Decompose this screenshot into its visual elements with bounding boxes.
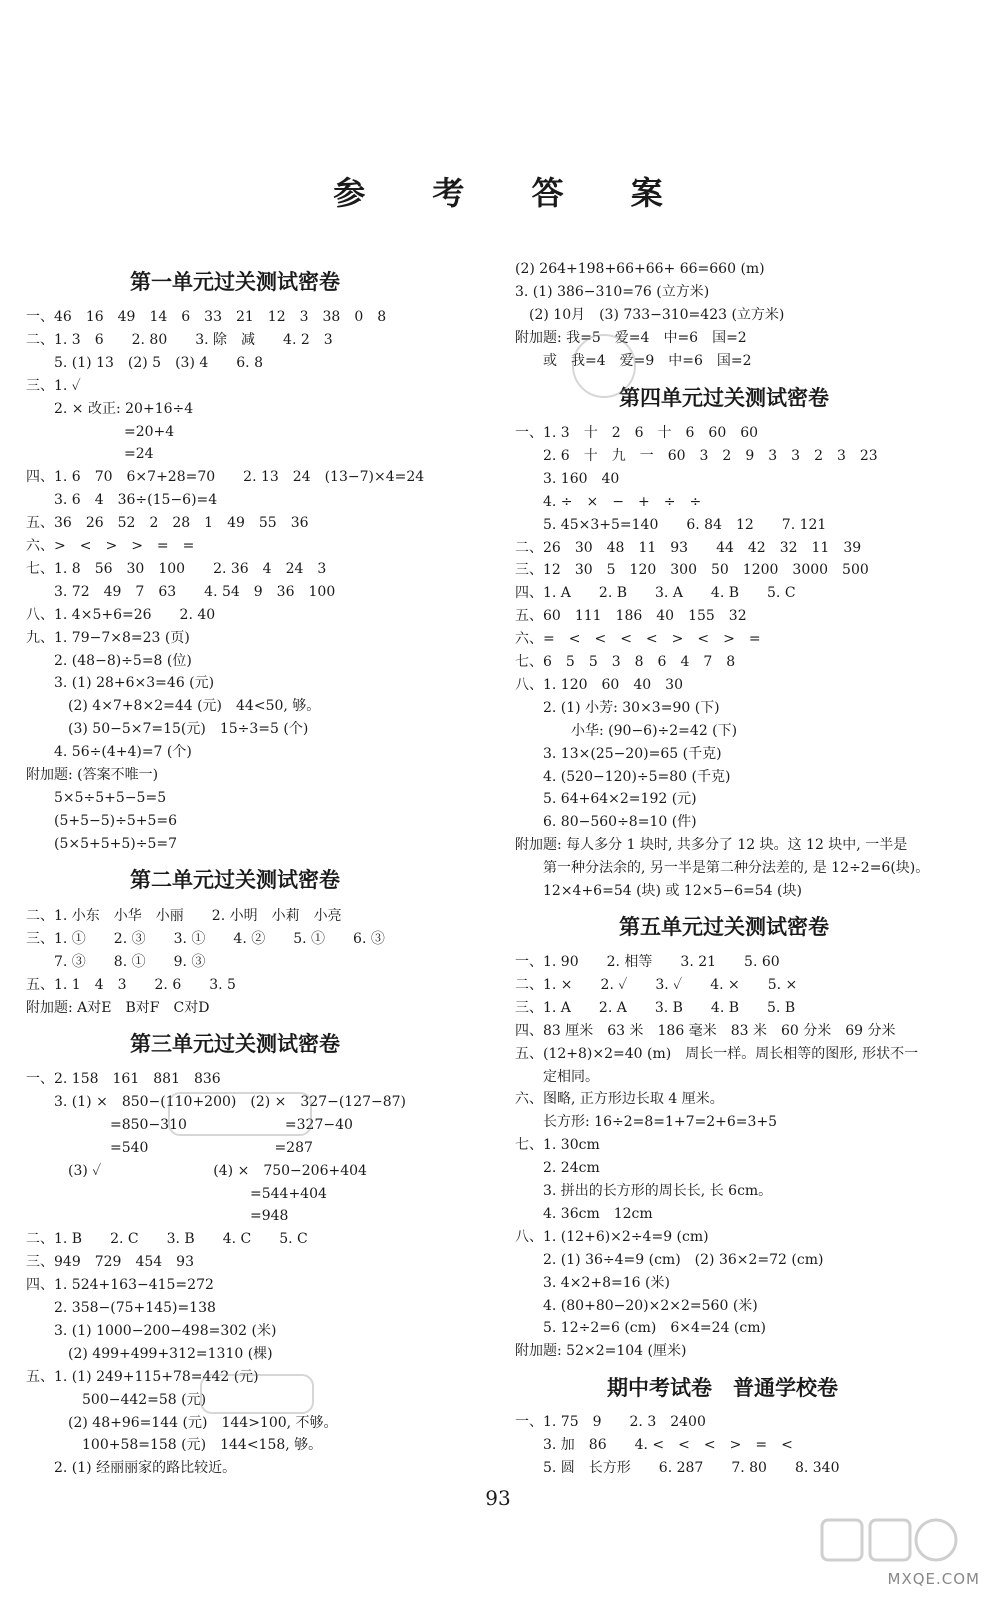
answer-line: 2. (1) 小芳: 30×3=90 (下) [515,699,720,716]
answer-line: 八、1. 4×5+6=26 2. 40 [26,606,216,623]
answer-line: 四、1. A 2. B 3. A 4. B 5. C [515,585,796,602]
answer-line: 附加题: 我=5 爱=4 中=6 国=2 [515,330,747,346]
answer-line: 4. 56÷(4+4)=7 (个) [26,744,192,761]
answer-line: 六、图略, 正方形边长取 4 厘米。 [515,1091,724,1108]
answer-line: 3. 加 86 4. < < < > = < [515,1436,793,1453]
answer-line: 100+58=158 (元) 144<158, 够。 [26,1437,323,1454]
answer-line: 3. (1) 1000−200−498=302 (米) [26,1322,277,1339]
answer-line: 3. 72 49 7 63 4. 54 9 36 100 [26,583,336,600]
watermark-text: MXQE.COM [887,1570,980,1588]
answer-line: (5×5+5+5)÷5=7 [26,835,178,852]
answer-line: 九、1. 79−7×8=23 (页) [26,629,190,646]
answer-line: 四、1. 524+163−415=272 [26,1277,214,1294]
answer-line: 六、= < < < < > < > = [515,631,761,648]
answer-line: (2) 499+499+312=1310 (棵) [26,1345,273,1362]
section-title: 第四单元过关测试密卷 [619,386,829,410]
answer-line: 五、60 111 186 40 155 32 [515,608,747,625]
answer-line: 一、1. 90 2. 相等 3. 21 5. 60 [515,954,780,970]
answer-line: 2. 358−(75+145)=138 [26,1300,216,1316]
answer-line: (2) 10月 (3) 733−310=423 (立方米) [515,307,785,323]
answer-line: 七、6 5 5 3 8 6 4 7 8 [515,654,736,670]
answer-line: 五、(12+8)×2=40 (m) 周长一样。周长相等的图形, 形状不一 [515,1045,919,1062]
answer-line: 3. 拼出的长方形的周长长, 长 6cm。 [515,1183,773,1199]
answer-line: (2) 4×7+8×2=44 (元) 44<50, 够。 [26,698,321,715]
answer-line: 一、2. 158 161 881 836 [26,1071,221,1087]
answer-line: 4. (80+80−20)×2×2=560 (米) [515,1297,758,1314]
section-title: 期中考试卷 普通学校卷 [607,1376,838,1400]
answer-line: 2. 6 十 九 一 60 3 2 9 3 3 2 3 23 [515,447,878,464]
answer-line: 附加题: 每人多分 1 块时, 共多分了 12 块。这 12 块中, 一半是 [515,837,908,854]
answer-line: 5×5÷5+5−5=5 [26,789,167,806]
stamp-mark-2 [168,1092,312,1136]
section-title: 第二单元过关测试密卷 [130,868,340,892]
answer-line: 2. (1) 经丽丽家的路比较近。 [26,1460,237,1477]
answer-line: 3. (1) 28+6×3=46 (元) [26,675,215,692]
answer-line: 一、1. 75 9 2. 3 2400 [515,1414,706,1430]
answer-line: 二、1. × 2. ✓ 3. ✓ 4. × 5. × [515,976,798,993]
answer-line: 小华: (90−6)÷2=42 (下) [515,722,738,739]
answer-line: 八、1. 120 60 40 30 [515,676,683,693]
answer-line: 二、1. 3 6 2. 80 3. 除 减 4. 2 3 [26,331,333,348]
answer-line: 3. (1) × 850−(110+200) (2) × 327−(127−87) [26,1093,407,1110]
answer-line: 第一种分法余的, 另一半是第二种分法差的, 是 12÷2=6(块)。 [515,860,930,877]
answer-line: 7. ③ 8. ① 9. ③ [26,953,206,970]
answer-line: (5+5−5)÷5+5=6 [26,812,178,829]
answer-line: 5. 45×3+5=140 6. 84 12 7. 121 [515,516,827,533]
answer-line: 3. 6 4 36÷(15−6)=4 [26,492,218,509]
stamp-mark [572,334,636,398]
answer-line: 一、1. 3 十 2 6 十 6 60 60 [515,425,759,441]
answer-line: 附加题: A对E B对F C对D [26,999,210,1016]
answer-line: 三、1. ① 2. ③ 3. ① 4. ② 5. ① 6. ③ [26,930,385,947]
answer-line: 4. ÷ × − + ÷ ÷ [515,493,702,510]
answer-line: 5. 12÷2=6 (cm) 6×4=24 (cm) [515,1320,766,1337]
answer-line: (2) 48+96=144 (元) 144>100, 不够。 [26,1414,338,1431]
answer-line: 三、12 30 5 120 300 50 1200 3000 500 [515,562,869,579]
answer-line: 500−442=58 (元) [26,1391,207,1408]
answer-line: 五、36 26 52 2 28 1 49 55 36 [26,515,309,532]
answer-line: 12×4+6=54 (块) 或 12×5−6=54 (块) [515,883,802,899]
answer-line: 三、1. A 2. A 3. B 4. B 5. B [515,999,796,1016]
answer-line: 二、1. 小东 小华 小丽 2. 小明 小莉 小亮 [26,908,342,924]
section-title: 第一单元过关测试密卷 [130,270,340,294]
answer-line: 3. 4×2+8=16 (米) [515,1274,670,1291]
section-title: 第五单元过关测试密卷 [619,915,829,939]
answer-line: =20+4 [26,423,175,440]
answer-line: 5. 64+64×2=192 (元) [515,791,697,808]
answer-line: 五、1. (1) 249+115+78=442 (元) [26,1368,259,1385]
answer-line: =24 [26,446,154,463]
answer-line: 二、26 30 48 11 93 44 42 32 11 39 [515,539,862,556]
answer-line: =540 =287 [26,1139,313,1156]
answer-line: 2. × 改正: 20+16÷4 [26,400,194,417]
answer-line: =544+404 [26,1185,327,1202]
answer-line: 3. 160 40 [515,470,620,487]
answer-line: 2. (1) 36÷4=9 (cm) (2) 36×2=72 (cm) [515,1251,824,1268]
answer-line: 附加题: (答案不唯一) [26,767,159,783]
answer-line: 二、1. B 2. C 3. B 4. C 5. C [26,1231,308,1248]
answer-line: 6. 80−560÷8=10 (件) [515,814,697,831]
section-title: 第三单元过关测试密卷 [130,1032,340,1056]
answer-line: 定相同。 [515,1068,599,1085]
page-title: 参 考 答 案 [333,174,691,212]
answer-line: 5. 圆 长方形 6. 287 7. 80 8. 340 [515,1459,840,1476]
answer-line: (2) 264+198+66+66+ 66=660 (m) [515,261,765,277]
page-number: 93 [485,1486,511,1510]
answer-line: 四、83 厘米 63 米 186 毫米 83 米 60 分米 69 分米 [515,1022,896,1039]
answer-line: 六、> < > > = = [26,538,195,554]
answer-line: (3) 50−5×7=15(元) 15÷3=5 (个) [26,721,309,738]
answer-line: 3. (1) 386−310=76 (立方米) [515,284,710,300]
answer-line: =850−310 =327−40 [26,1116,353,1133]
answer-line: 4. 36cm 12cm [515,1205,653,1222]
answer-line: 四、1. 6 70 6×7+28=70 2. 13 24 (13−7)×4=24 [26,469,425,486]
answer-line: 八、1. (12+6)×2÷4=9 (cm) [515,1228,709,1245]
answer-line: 长方形: 16÷2=8=1+7=2+6=3+5 [515,1114,778,1131]
answer-line: 一、46 16 49 14 6 33 21 12 3 38 0 8 [26,309,387,325]
answer-line: 七、1. 8 56 30 100 2. 36 4 24 3 [26,560,327,577]
answer-line: 2. (48−8)÷5=8 (位) [26,652,192,669]
answer-line: =948 [26,1208,289,1225]
answer-line: 三、1. ✓ [26,377,81,394]
answer-line: 3. 13×(25−20)=65 (千克) [515,745,722,762]
stamp-mark-3 [200,1374,314,1414]
answer-line: (3) ✓ (4) × 750−206+404 [26,1162,367,1179]
answer-line: 或 我=4 爱=9 中=6 国=2 [515,353,752,369]
answer-line: 2. 24cm [515,1160,600,1177]
answer-line: 4. (520−120)÷5=80 (千克) [515,768,731,785]
answer-line: 5. (1) 13 (2) 5 (3) 4 6. 8 [26,354,263,371]
answer-line: 七、1. 30cm [515,1137,600,1154]
answer-line: 五、1. 1 4 3 2. 6 3. 5 [26,976,236,993]
answer-line: 三、949 729 454 93 [26,1254,194,1271]
answer-line: 附加题: 52×2=104 (厘米) [515,1343,687,1360]
